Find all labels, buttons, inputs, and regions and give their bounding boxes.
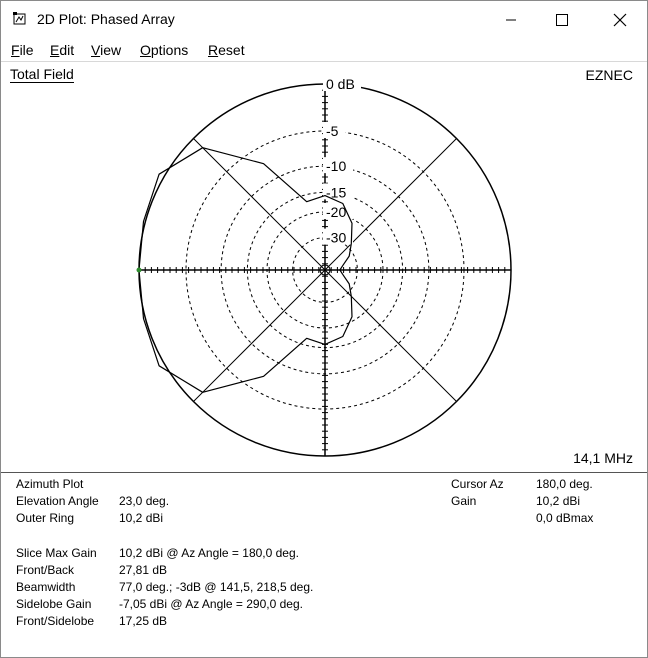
sidelobe-gain-label: Sidelobe Gain — [16, 597, 92, 611]
slice-max-gain-label: Slice Max Gain — [16, 546, 97, 560]
maximize-button[interactable] — [539, 1, 585, 38]
cursor-az-value: 180,0 deg. — [536, 477, 593, 491]
front-sidelobe-value: 17,25 dB — [119, 614, 168, 628]
ring-label: -15 — [326, 184, 347, 201]
plot-type: Azimuth Plot — [16, 477, 84, 491]
menu-options[interactable]: Options — [140, 42, 189, 58]
ring-label: -5 — [326, 123, 339, 140]
eznec-brand: EZNEC — [585, 67, 633, 83]
info-panel — [1, 473, 647, 657]
plot-area[interactable] — [1, 61, 647, 472]
frequency-label: 14,1 MHz — [573, 450, 633, 466]
gain-value: 10,2 dBi — [536, 494, 581, 508]
outer-ring-value: 10,2 dBi — [119, 511, 164, 525]
gain-label: Gain — [451, 494, 477, 508]
slice-max-gain-value: 10,2 dBi @ Az Angle = 180,0 deg. — [119, 546, 299, 560]
ring-label: -30 — [326, 229, 347, 246]
total-field-label: Total Field — [10, 66, 74, 82]
minimize-button[interactable] — [488, 1, 534, 38]
maximize-icon — [556, 14, 568, 26]
cursor-marker — [137, 268, 142, 273]
elevation-angle-label: Elevation Angle — [16, 494, 99, 508]
menu-edit[interactable]: Edit — [50, 42, 75, 58]
menu-reset[interactable]: Reset — [208, 42, 245, 58]
app-icon — [12, 11, 28, 27]
front-back-label: Front/Back — [16, 563, 75, 577]
beamwidth-value: 77,0 deg.; -3dB @ 141,5, 218,5 deg. — [119, 580, 314, 594]
menu-bar — [1, 39, 647, 61]
sidelobe-gain-value: -7,05 dBi @ Az Angle = 290,0 deg. — [119, 597, 303, 611]
cursor-az-label: Cursor Az — [451, 477, 504, 491]
window-title: 2D Plot: Phased Array — [37, 11, 175, 27]
ring-label: 0 dB — [326, 76, 355, 92]
close-button[interactable] — [597, 1, 643, 38]
title-bar[interactable] — [1, 1, 647, 38]
menu-file[interactable]: File — [11, 42, 34, 58]
minimize-icon — [505, 14, 517, 26]
ring-label: -20 — [326, 204, 347, 221]
gain-dbmax-value: 0,0 dBmax — [536, 511, 594, 525]
front-sidelobe-label: Front/Sidelobe — [16, 614, 95, 628]
close-icon — [613, 13, 627, 27]
outer-ring-label: Outer Ring — [16, 511, 75, 525]
elevation-angle-value: 23,0 deg. — [119, 494, 170, 508]
beamwidth-label: Beamwidth — [16, 580, 76, 594]
front-back-value: 27,81 dB — [119, 563, 168, 577]
polar-plot[interactable] — [1, 62, 647, 472]
menu-view[interactable]: View — [91, 42, 122, 58]
ring-label: -10 — [326, 158, 347, 175]
